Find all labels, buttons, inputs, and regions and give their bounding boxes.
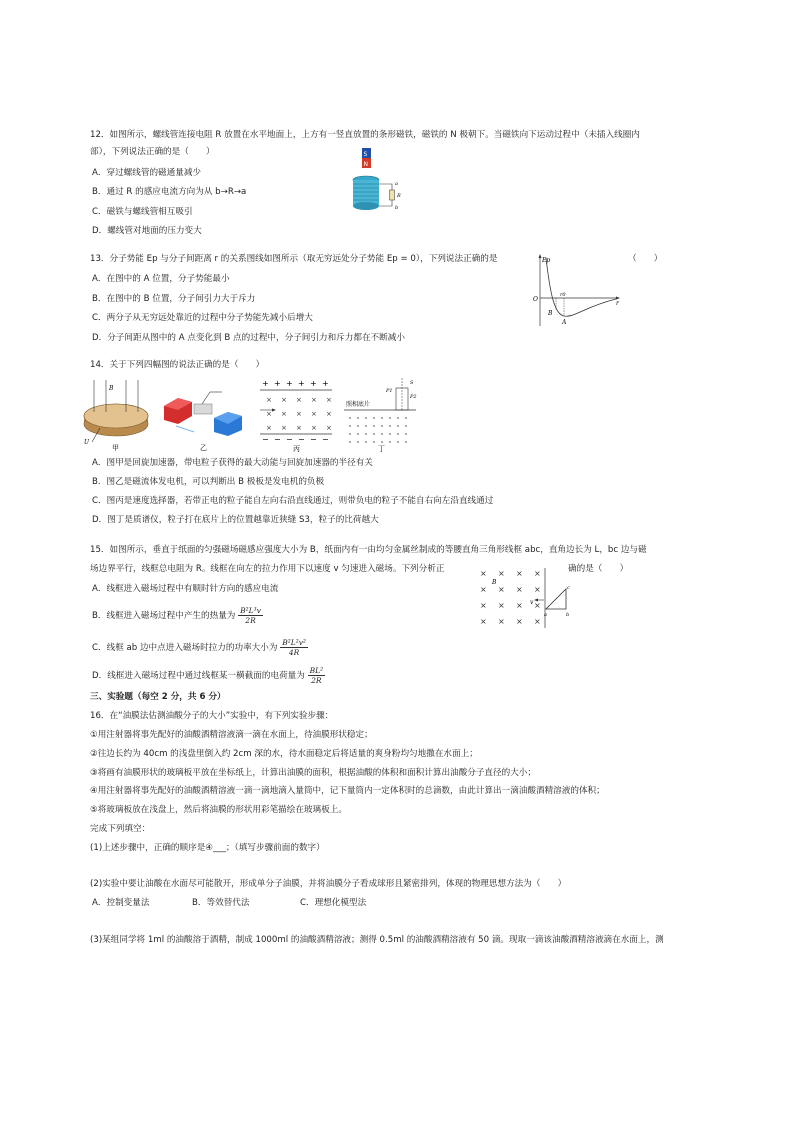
q14-option-c: C．图丙是速度选择器，若带正电的粒子能自左向右沿直线通过，则带负电的粒子不能自右向左沿直线通过 bbox=[92, 496, 494, 506]
q14-option-d: D．图丁是质谱仪，粒子打在底片上的位置越靠近狭缝 S3，粒子的比荷越大 bbox=[92, 515, 379, 525]
q12-option-c: C．磁铁与螺线管相互吸引 bbox=[92, 207, 193, 217]
r0-label: r0 bbox=[560, 292, 566, 298]
svg-text:+: + bbox=[298, 379, 305, 388]
q13-option-a: A．在图中的 A 位置，分子势能最小 bbox=[92, 274, 230, 284]
figure-cyclotron bbox=[84, 380, 148, 452]
cyclotron-u-label: U bbox=[84, 439, 90, 446]
svg-text:×: × bbox=[516, 569, 523, 578]
svg-text:×: × bbox=[311, 424, 317, 432]
svg-text:×: × bbox=[534, 585, 541, 594]
svg-text:×: × bbox=[281, 410, 287, 418]
svg-text:×: × bbox=[534, 569, 541, 578]
svg-text:+: + bbox=[286, 379, 293, 388]
q14-four-figures bbox=[76, 376, 426, 452]
q14-option-b: B．图乙是磁流体发电机，可以判断出 B 极板是发电机的负极 bbox=[92, 477, 325, 487]
q16-step-4: ④用注射器将事先配好的油酸酒精溶液一滴一滴地滴入量筒中，记下量筒内一定体积时的总滴数，由此计算出一滴油酸酒精溶液的体积； bbox=[90, 786, 605, 796]
cyclotron-b-label: B bbox=[109, 385, 114, 392]
ep-curve bbox=[546, 258, 616, 316]
svg-text:−: − bbox=[298, 435, 305, 444]
magnet-n-label: N bbox=[363, 161, 368, 168]
q12-option-d: D．螺线管对地面的压力变大 bbox=[92, 226, 202, 236]
svg-text:−: − bbox=[286, 435, 293, 444]
point-b-label: b bbox=[395, 205, 399, 211]
q12-option-b: B．通过 R 的感应电流方向为从 b→R→a bbox=[92, 187, 247, 197]
q12-stem-cont: 部），下列说法正确的是（ ） bbox=[90, 147, 215, 157]
q16-sub-2: (2)实验中要让油酸在水面尽可能散开，形成单分子油膜，并将油膜分子看成球形且紧密排列，体现的物理思想方法为（ ） bbox=[90, 879, 567, 889]
ep-label: Ep bbox=[542, 257, 551, 264]
svg-text:×: × bbox=[480, 601, 487, 610]
q12-magnet-solenoid-figure bbox=[348, 146, 408, 218]
svg-text:×: × bbox=[311, 410, 317, 418]
vertex-b-label: b bbox=[566, 612, 570, 618]
r-label: r bbox=[616, 300, 619, 307]
velocity-v-label: v bbox=[530, 599, 534, 606]
svg-text:×: × bbox=[296, 396, 302, 404]
svg-text:×: × bbox=[326, 410, 332, 418]
q13-stem: 13．分子势能 Ep 与分子间距离 r 的关系图线如图所示（取无穷远处分子势能 Ep = 0），下列说法正确的是 bbox=[90, 254, 498, 264]
figure-mass-spectrometer bbox=[344, 378, 417, 452]
svg-text:×: × bbox=[480, 585, 487, 594]
q12-stem: 12．如图所示，螺线管连接电阻 R 放置在水平地面上，上方有一竖直放置的条形磁铁，磁铁的 N 极朝下。当磁铁向下运动过程中（未插入线圈内 bbox=[90, 130, 640, 140]
slit-s-label: S bbox=[410, 380, 414, 386]
resistor-r-label: R bbox=[397, 193, 401, 199]
svg-text:×: × bbox=[281, 424, 287, 432]
q16-sub2-option-c: C．理想化模型法 bbox=[300, 898, 367, 908]
q16-sub-3: (3)某组同学将 1ml 的油酸溶于酒精，制成 1000ml 的油酸酒精溶液；测得 0.5ml 的油酸酒精溶液有 50 滴。现取一滴该油酸酒精溶液滴在水面上，测 bbox=[90, 935, 664, 945]
selector-minus-sign: − bbox=[262, 435, 269, 444]
figure-mhd-generator bbox=[164, 392, 242, 452]
q15-option-d-text: D．线框进入磁场过程中通过线框某一横截面的电荷量为 bbox=[92, 671, 305, 681]
svg-text:×: × bbox=[480, 617, 487, 626]
q14-stem: 14．关于下列四幅图的说法正确的是（ ） bbox=[90, 360, 265, 370]
q13-potential-energy-graph bbox=[530, 252, 622, 328]
q16-step-2: ②往边长约为 40cm 的浅盘里倒入约 2cm 深的水，待水面稳定后将适量的爽身粉均匀地撒在水面上； bbox=[90, 749, 478, 759]
svg-text:×: × bbox=[311, 396, 317, 404]
svg-text:+: + bbox=[310, 379, 317, 388]
q15-stem: 15．如图所示，垂直于纸面的匀强磁场磁感应强度大小为 B，纸面内有一由均匀金属丝制成的等腰直角三角形线框 abc，直角边长为 L，bc 边与磁 bbox=[90, 545, 647, 555]
solenoid bbox=[353, 176, 379, 210]
figure-velocity-selector bbox=[260, 379, 332, 452]
svg-text:×: × bbox=[516, 585, 523, 594]
q14-option-a: A．图甲是回旋加速器，带电粒子获得的最大动能与回旋加速器的半径有关 bbox=[92, 458, 373, 468]
q16-sub2-option-a: A．控制变量法 bbox=[92, 898, 150, 908]
point-a-label: A bbox=[562, 319, 567, 326]
svg-text:−: − bbox=[310, 435, 317, 444]
svg-text:×: × bbox=[266, 396, 272, 404]
svg-text:×: × bbox=[266, 424, 272, 432]
q13-option-b: B．在图中的 B 位置，分子间引力大于斥力 bbox=[92, 294, 256, 304]
caption-ding: 丁 bbox=[378, 445, 385, 452]
q15-option-b-fraction: $\frac{\text{B²L³v}}{2R}$ bbox=[240, 606, 261, 625]
svg-text:×: × bbox=[326, 396, 332, 404]
svg-text:×: × bbox=[281, 396, 287, 404]
q15-magnetic-field-figure bbox=[478, 566, 584, 630]
q15-option-c-text: C．线框 ab 边中点进入磁场时拉力的功率大小为 bbox=[92, 643, 278, 653]
q16-fill-prompt: 完成下列填空： bbox=[90, 824, 151, 834]
svg-text:×: × bbox=[296, 424, 302, 432]
svg-text:×: × bbox=[534, 617, 541, 626]
svg-text:×: × bbox=[498, 585, 505, 594]
q15-option-a: A．线框进入磁场过程中有顺时针方向的感应电流 bbox=[92, 584, 279, 594]
q16-sub-1: (1)上述步骤中，正确的顺序是④___；（填写步骤前面的数字） bbox=[90, 843, 325, 853]
svg-text:×: × bbox=[480, 569, 487, 578]
field-crosses bbox=[480, 569, 541, 626]
svg-text:+: + bbox=[322, 379, 329, 388]
section-3-heading: 三、实验题（每空 2 分，共 6 分） bbox=[90, 692, 226, 702]
q15-option-d-fraction: $\frac{\text{BL²}}{2R}$ bbox=[309, 666, 324, 685]
q16-sub2-option-b: B．等效替代法 bbox=[192, 898, 250, 908]
q13-option-c: C．两分子从无穷远处靠近的过程中分子势能先减小后增大 bbox=[92, 313, 313, 323]
svg-text:×: × bbox=[498, 569, 505, 578]
q15-option-b-text: B．线框进入磁场过程中产生的热量为 bbox=[92, 611, 236, 621]
q16-step-3: ③将画有油膜形状的玻璃板平放在坐标纸上，计算出油膜的面积，根据油酸的体积和面积计算出油酸分子直径的大小； bbox=[90, 768, 536, 778]
q16-stem: 16．在“油膜法估测油酸分子的大小”实验中，有下列实验步骤： bbox=[90, 711, 334, 721]
magnet-s-label: S bbox=[363, 151, 368, 158]
field-b-label: B bbox=[492, 579, 497, 586]
q15-stem-cont: 场边界平行，线框总电阻为 R。线框在向左的拉力作用下以速度 v 匀速进入磁场。下列分析正 bbox=[90, 564, 445, 574]
svg-text:×: × bbox=[534, 601, 541, 610]
point-b-label: B bbox=[548, 310, 553, 317]
svg-text:−: − bbox=[274, 435, 281, 444]
vertex-c-label: c bbox=[567, 585, 570, 591]
plate-p1-label: P1 bbox=[386, 388, 393, 394]
q15-option-b bbox=[92, 606, 263, 625]
resistor-r bbox=[390, 190, 395, 200]
svg-text:×: × bbox=[326, 424, 332, 432]
q15-option-c bbox=[92, 638, 308, 657]
q13-answer-paren: （ ） bbox=[628, 254, 663, 264]
q12-option-a: A．穿过螺线管的磁通量减少 bbox=[92, 168, 202, 178]
point-a-label: a bbox=[395, 181, 398, 187]
caption-bing: 丙 bbox=[293, 445, 300, 452]
svg-text:−: − bbox=[322, 435, 329, 444]
svg-text:×: × bbox=[266, 410, 272, 418]
q13-option-d: D．分子间距从图中的 A 点变化到 B 点的过程中，分子间引力和斥力都在不断减小 bbox=[92, 333, 405, 343]
q16-step-5: ⑤将玻璃板放在浅盘上，然后将油膜的形状用彩笔描绘在玻璃板上。 bbox=[90, 805, 347, 815]
selector-plus-sign: + bbox=[262, 379, 269, 388]
origin-label: O bbox=[533, 296, 538, 303]
svg-text:×: × bbox=[498, 617, 505, 626]
plate-p2-label: P2 bbox=[410, 394, 417, 400]
triangle-frame-abc bbox=[546, 589, 566, 609]
caption-yi: 乙 bbox=[200, 444, 207, 452]
film-label: 照相底片 bbox=[346, 401, 371, 408]
svg-text:×: × bbox=[498, 601, 505, 610]
q15-option-c-fraction: $\frac{\text{B²L²v²}}{4R}$ bbox=[282, 638, 306, 657]
svg-text:×: × bbox=[296, 410, 302, 418]
caption-jia: 甲 bbox=[112, 444, 119, 452]
q16-step-1: ①用注射器将事先配好的油酸酒精溶液滴一滴在水面上，待油膜形状稳定； bbox=[90, 730, 373, 740]
q15-stem-tail: 确的是（ ） bbox=[568, 564, 629, 574]
q15-option-d bbox=[92, 666, 325, 685]
svg-text:×: × bbox=[516, 601, 523, 610]
svg-text:×: × bbox=[516, 617, 523, 626]
vertex-a-label: a bbox=[544, 612, 547, 618]
svg-text:+: + bbox=[274, 379, 281, 388]
